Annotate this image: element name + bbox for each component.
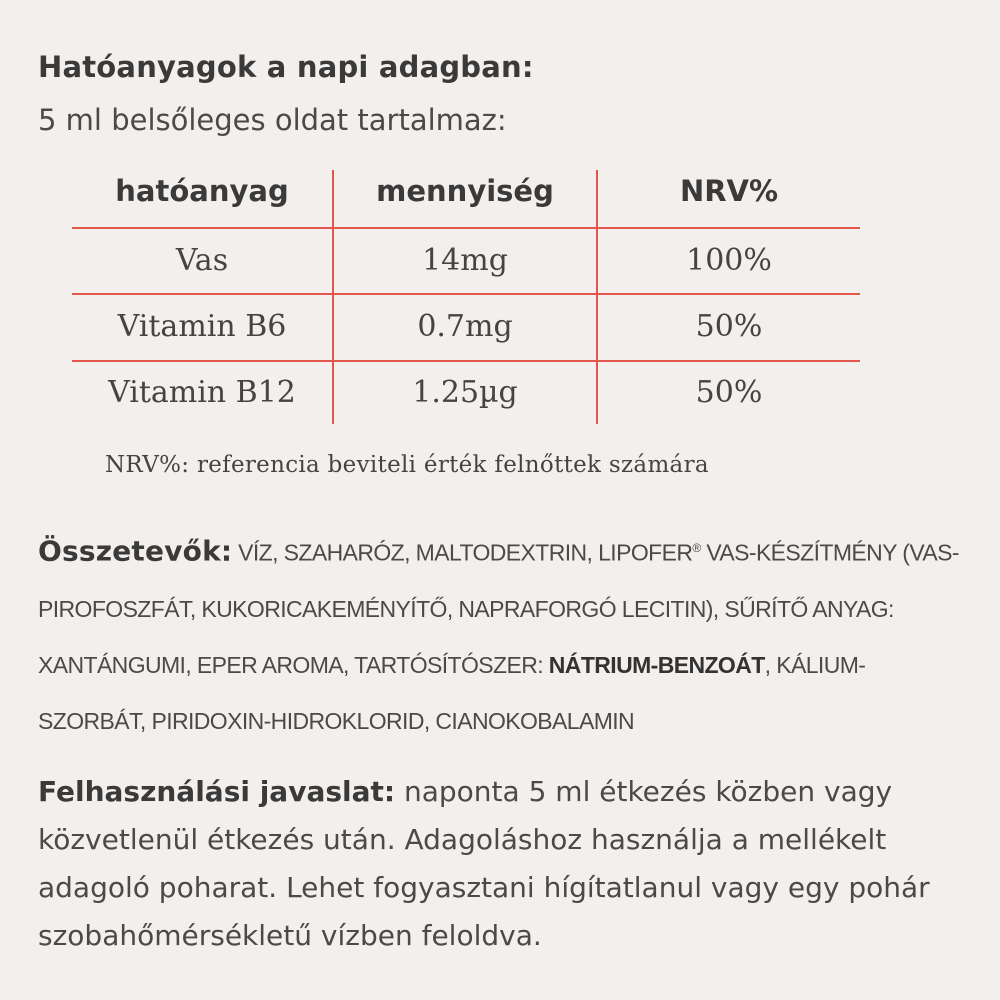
table-cell: 1.25µg	[412, 375, 518, 410]
ingredients-label: Összetevők:	[38, 534, 233, 568]
nutrient-table	[72, 170, 860, 430]
ingredients-text: VAS-KÉSZÍTMÉNY (VAS-PIROFOSZFÁT, KUKORICAKEMÉNYÍTŐ, NAPRAFORGÓ LECITIN), SŰRÍTŐ ANYAG: XANTÁNGUMI, EPER AROMA, TARTÓSÍTÓSZER:	[38, 539, 959, 678]
ingredients-paragraph	[38, 520, 968, 749]
table-cell: Vitamin B12	[108, 375, 296, 410]
table-cell: 0.7mg	[417, 309, 513, 344]
registered-mark: ®	[692, 541, 701, 555]
section-title: Hatóanyagok a napi adagban:	[38, 50, 534, 84]
table-cell: Vas	[175, 243, 229, 278]
ingredients-allergen: NÁTRIUM-BENZOÁT	[548, 651, 765, 678]
table-cell: 50%	[695, 375, 763, 410]
table-cell: Vitamin B6	[117, 309, 287, 344]
row-divider	[72, 293, 860, 295]
usage-label: Felhasználási javaslat:	[38, 775, 396, 808]
section-subtitle: 5 ml belsőleges oldat tartalmaz:	[38, 103, 507, 137]
usage-text: naponta 5 ml étkezés közben vagy közvetlenül étkezés után. Adagoláshoz használja a mellékelt adagoló poharat. Lehet fogyasztani hígítatlanul vagy egy pohár szobahőmérsékletű vízben feloldva.	[38, 775, 930, 952]
nrv-footnote: NRV%: referencia beviteli érték felnőttek számára	[105, 452, 709, 478]
ingredients-text: , KÁLIUM-SZORBÁT, PIRIDOXIN-HIDROKLORID, CIANOKOBALAMIN	[38, 651, 866, 734]
ingredients-text: VÍZ, SZAHARÓZ, MALTODEXTRIN, LIPOFER	[232, 539, 693, 566]
column-header-nrv: NRV%	[679, 174, 779, 208]
table-cell: 50%	[695, 309, 763, 344]
row-divider	[72, 360, 860, 362]
table-cell: 100%	[686, 243, 772, 278]
usage-paragraph	[38, 768, 973, 960]
column-header-ingredient: hatóanyag	[115, 174, 289, 208]
column-header-amount: mennyiség	[376, 174, 554, 208]
table-cell: 14mg	[422, 243, 508, 278]
row-divider	[72, 227, 860, 229]
